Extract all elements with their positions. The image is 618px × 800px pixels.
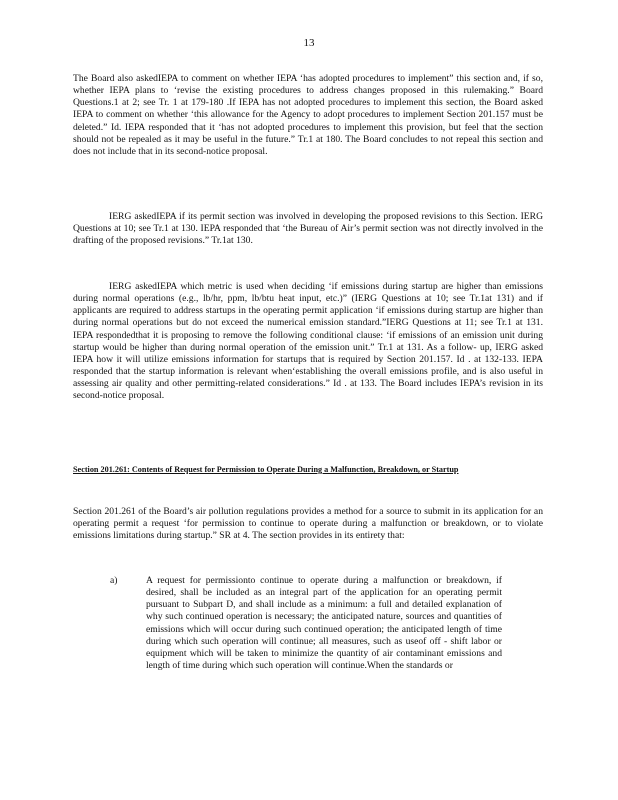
paragraph-permit-section: IERG askedIEPA if its permit section was involved in developing the proposed revisions to this Section. IERG Questions at 10; see Tr.1 at 130. IEPA responded that ‘the Bureau of Air’s permit section was not directly involved in the drafting of the proposed revisions.” Tr.1at 130. — [73, 211, 543, 247]
paragraph-startup-metric: IERG askedIEPA which metric is used when deciding ‘if emissions during startup are higher than emissions during normal operations (e.g., lb/hr, ppm, lb/btu heat input, etc.)” (IERG Questions at 10; see Tr.1at 131) and if applicants are required to address startups in the operating permit application ‘if emissions during startup are higher than during normal operations but do not exceed the numerical emission standard.”IERG Questions at 11; see Tr.1 at 131. IEPA respondedthat it is proposing to remove the following conditional clause: ‘if emissions of an emission unit during startup would be higher than during normal operation of the emission unit.” Tr.1 at 131. As a follow- up, IERG asked IEPA how it will utilize emissions information for startups that is required by Section 201.157. Id . at 132-133. IEPA responded that the startup information is relevant when‘establishing the overall emissions profile, and is also useful in assessing air quality and other permitting-related considerations.” Id . at 133. The Board includes IEPA’s revision in its second-notice proposal. — [73, 281, 543, 402]
list-item-text: A request for permissionto continue to operate during a malfunction or breakdown, if desired, shall be included as an integral part of the application for an operating permit pursuant to Subpart D, and shall include as a minimum: a full and detailed explanation of why such continued operation is necessary; the anticipated nature, sources and quantities of emissions which will occur during such continued operation; the anticipated length of time during which such operation will continue; all measures, such as useof off - shift labor or equipment which will be taken to minimize the quantity of air contaminant emissions and length of time during which such operation will continue.When the standards or — [146, 575, 502, 672]
paragraph-section-201-261: Section 201.261 of the Board’s air pollution regulations provides a method for a source to submit in its application for an operating permit a request ‘for permission to continue to operate during a malfunction or breakdown, or to violate emissions limitations during startup.” SR at 4. The section provides in its entirety that: — [73, 506, 543, 542]
list-item-marker: a) — [110, 575, 118, 586]
paragraph-board-question: The Board also askedIEPA to comment on whether IEPA ‘has adopted procedures to implement” this section and, if so, whether IEPA plans to ‘revise the existing procedures to address changes proposed in this rulemaking.” Board Questions.1 at 2; see Tr. 1 at 179-180 .If IEPA has not adopted procedures to implement this section, the Board asked IEPA to comment on whether ‘this allowance for the Agency to adopt procedures to implement Section 201.157 must be deleted.” Id. IEPA responded that it ‘has not adopted procedures to implement this provision, but feel that the section should not be repealed as it may be useful in the future.” Tr.1 at 180. The Board concludes to not repeal this section and does not include that in its second-notice proposal. — [73, 73, 543, 157]
section-heading: Section 201.261: Contents of Request for Permission to Operate During a Malfunction, Breakdown, or Startup — [73, 465, 459, 474]
page-number: 13 — [303, 37, 315, 49]
